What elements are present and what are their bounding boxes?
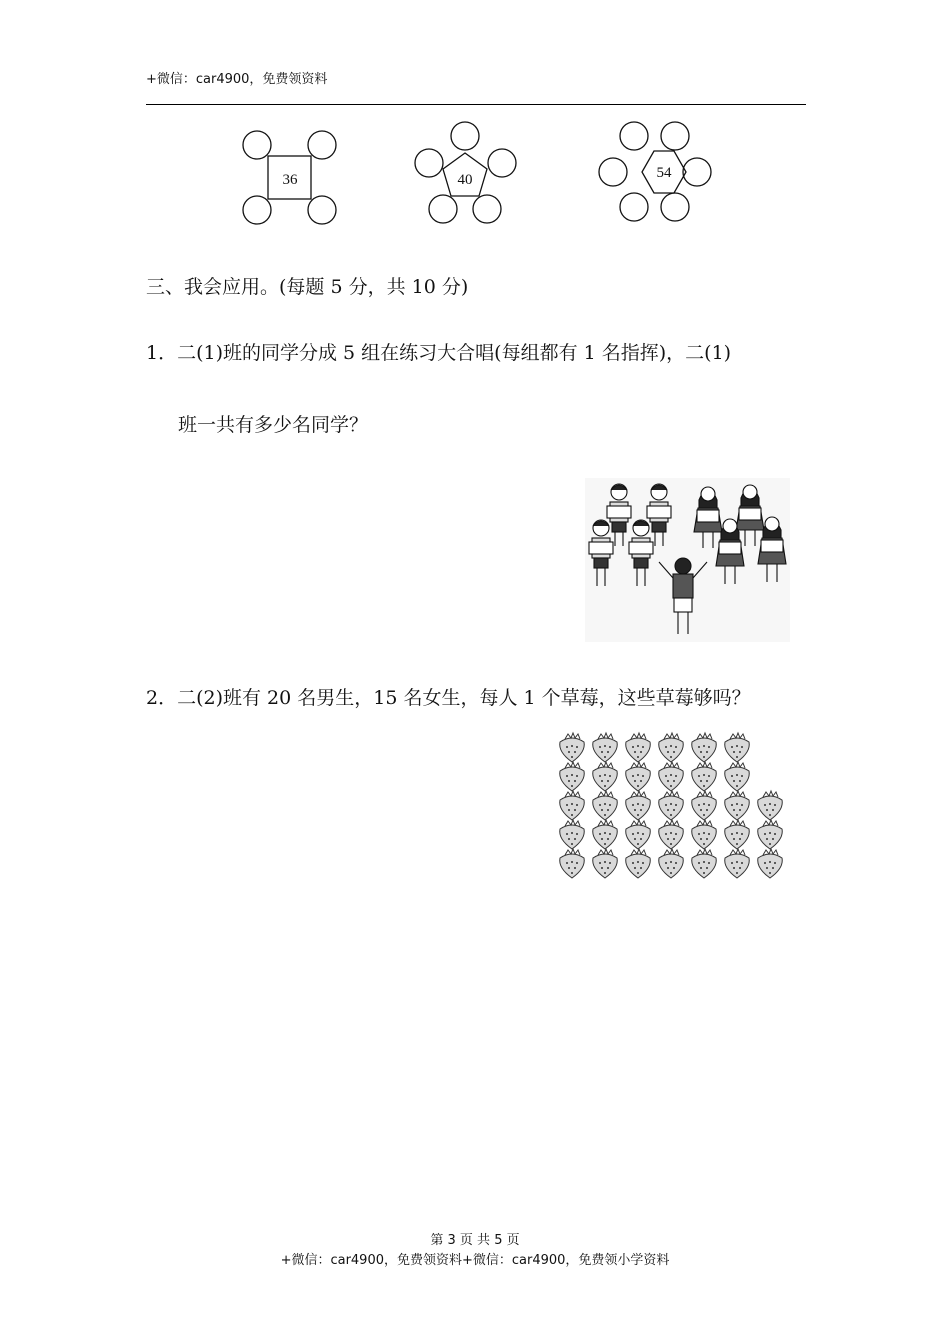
strawberry-icon (692, 820, 717, 849)
strawberry-icon (593, 733, 618, 762)
strawberry-icon (593, 762, 618, 791)
strawberry-icon (692, 849, 717, 878)
strawberry-icon (593, 791, 618, 820)
strawberry-icon (659, 791, 684, 820)
number-puzzles (0, 118, 950, 230)
strawberry-icon (725, 762, 750, 791)
strawberry-grid (556, 730, 796, 880)
section-3-heading: 三、我会应用。(每题 5 分，共 10 分) (146, 276, 469, 298)
strawberry-icon (626, 762, 651, 791)
strawberry-icon (626, 733, 651, 762)
choir-illustration (585, 478, 790, 642)
footer-watermark: +微信：car4900，免费领资料+微信：car4900，免费领小学资料 (280, 1253, 670, 1268)
header-rule (146, 104, 806, 105)
strawberry-icon (725, 849, 750, 878)
strawberry-icon (593, 849, 618, 878)
strawberry-icon (626, 791, 651, 820)
strawberry-icon (758, 849, 783, 878)
strawberry-icon (725, 791, 750, 820)
strawberry-icon (692, 733, 717, 762)
footer-page-number: 第 3 页 共 5 页 (430, 1233, 520, 1248)
strawberry-icon (560, 733, 585, 762)
strawberry-icon (626, 820, 651, 849)
question-1-line-2: 班一共有多少名同学？ (178, 414, 369, 436)
strawberry-icon (758, 820, 783, 849)
hexagon-puzzle (599, 122, 711, 221)
strawberry-icon (692, 762, 717, 791)
square-puzzle-value: 36 (282, 172, 298, 188)
strawberry-icon (758, 791, 783, 820)
header-watermark: +微信：car4900，免费领资料 (146, 72, 328, 87)
strawberry-icon (560, 820, 585, 849)
strawberry-icon (725, 820, 750, 849)
strawberry-icon (725, 733, 750, 762)
pentagon-puzzle-value: 40 (457, 172, 473, 188)
strawberry-icon (560, 762, 585, 791)
strawberry-icon (659, 820, 684, 849)
question-1-line-1: 1．二(1)班的同学分成 5 组在练习大合唱(每组都有 1 名指挥)，二(1) (146, 342, 732, 364)
strawberry-icon (626, 849, 651, 878)
hexagon-puzzle-value: 54 (656, 165, 672, 181)
strawberry-icon (659, 849, 684, 878)
strawberry-icon (692, 791, 717, 820)
question-2: 2．二(2)班有 20 名男生，15 名女生，每人 1 个草莓，这些草莓够吗？ (146, 687, 751, 709)
strawberry-icon (659, 762, 684, 791)
strawberry-icon (659, 733, 684, 762)
strawberry-icon (593, 820, 618, 849)
strawberry-icon (560, 849, 585, 878)
strawberry-icon (560, 791, 585, 820)
